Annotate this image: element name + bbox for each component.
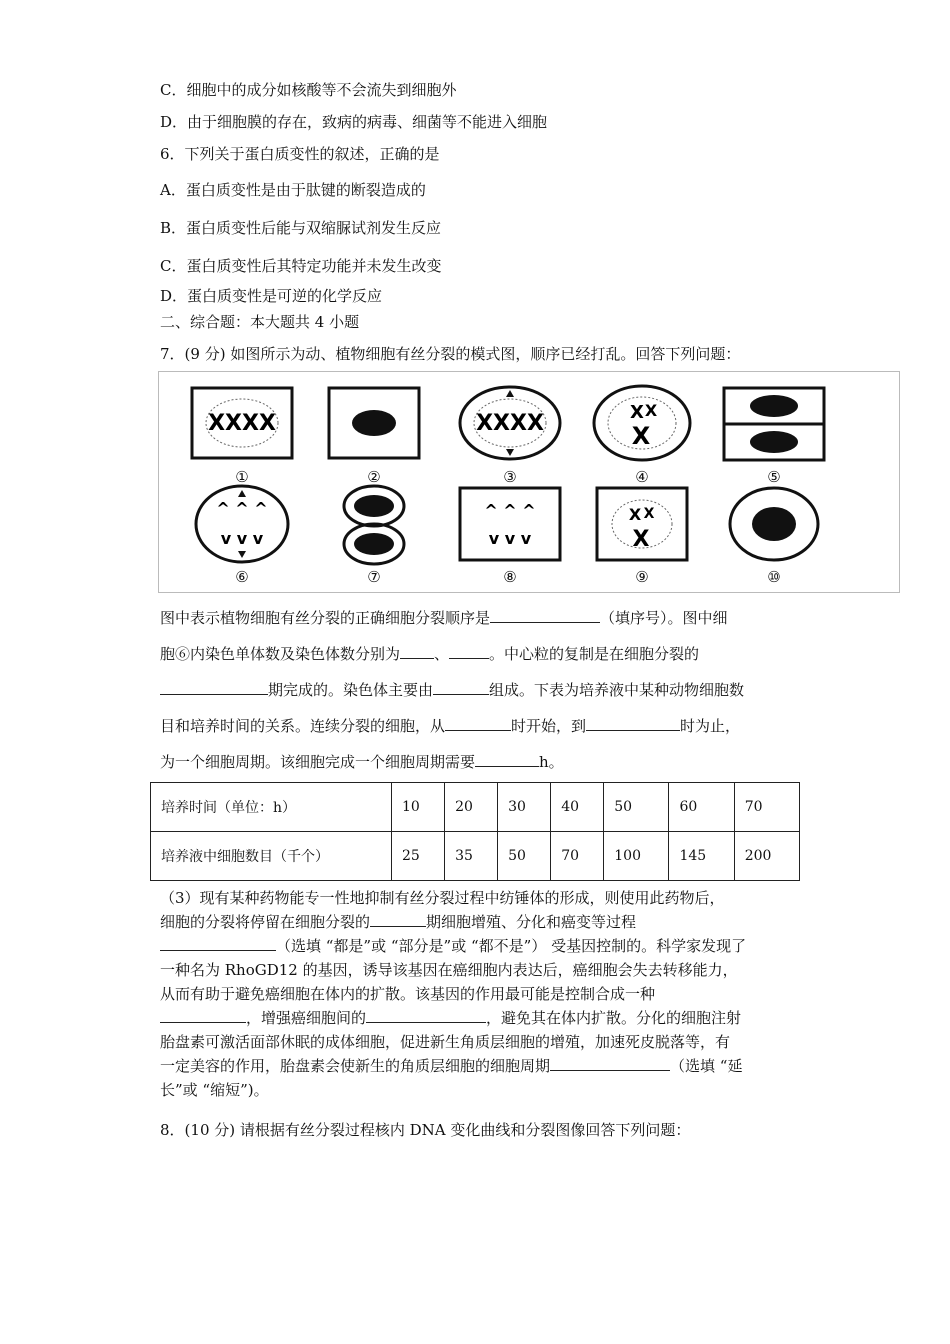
table-row xyxy=(151,832,800,881)
answer-blank[interactable] xyxy=(160,936,276,951)
table-cell: 30 xyxy=(498,783,551,832)
part3-line-1: （3）现有某种药物能专一性地抑制有丝分裂过程中纺锤体的形成，则使用此药物后， xyxy=(160,889,725,907)
svg-text:X: X xyxy=(644,401,658,420)
q6-option-a: A．蛋白质变性是由于肽键的断裂造成的 xyxy=(160,181,426,199)
svg-text:XXXX: XXXX xyxy=(208,411,276,436)
label-4: ④ xyxy=(635,468,649,486)
part3-line-3: （选填 “都是”或 “部分是”或 “都不是”） 受基因控制的。科学家发现了 xyxy=(160,934,800,958)
part3-line-2: 细胞的分裂将停留在细胞分裂的 期细胞增殖、分化和癌变等过程 xyxy=(160,913,637,931)
q7-line-5: 为一个细胞周期。该细胞完成一个细胞周期需要 h。 xyxy=(160,753,564,771)
cell-diagram-10 xyxy=(719,484,829,594)
svg-text:X: X xyxy=(630,402,644,423)
answer-blank[interactable] xyxy=(550,1056,670,1071)
svg-text:XXXX: XXXX xyxy=(476,411,544,436)
q7-line-2: 胞⑥内染色单体数及染色体数分别为 、 。中心粒的复制是在细胞分裂的 xyxy=(160,645,700,663)
table-cell: 20 xyxy=(445,783,498,832)
label-10: ⑩ xyxy=(767,568,781,586)
answer-blank[interactable] xyxy=(475,752,539,767)
label-9: ⑨ xyxy=(635,568,649,586)
svg-text:X: X xyxy=(631,422,651,450)
table-cell: 10 xyxy=(392,783,445,832)
cell-diagram-7 xyxy=(319,484,429,594)
question-7: 7．(9 分) 如图所示为动、植物细胞有丝分裂的模式图，顺序已经打乱。回答下列问题： xyxy=(160,345,741,363)
q6-option-c: C．蛋白质变性后其特定功能并未发生改变 xyxy=(160,257,442,275)
table-cell: 200 xyxy=(734,832,799,881)
cell-diagram-2 xyxy=(319,384,429,494)
svg-text:X: X xyxy=(628,505,642,524)
table-cell: 70 xyxy=(551,832,604,881)
svg-text:^ ^ ^: ^ ^ ^ xyxy=(484,501,536,520)
table-row xyxy=(151,783,800,832)
svg-text:^ ^ ^: ^ ^ ^ xyxy=(216,499,268,518)
question-8: 8．(10 分) 请根据有丝分裂过程核内 DNA 变化曲线和分裂图像回答下列问题： xyxy=(160,1121,691,1139)
label-1: ① xyxy=(235,468,249,486)
cell-diagram-3 xyxy=(455,384,565,494)
cell-diagram-4 xyxy=(587,384,697,494)
culture-data-table xyxy=(150,782,800,881)
label-6: ⑥ xyxy=(235,568,249,586)
question-6: 6．下列关于蛋白质变性的叙述，正确的是 xyxy=(160,145,440,163)
q7-line-4: 目和培养时间的关系。连续分裂的细胞，从 时开始，到 时为止， xyxy=(160,717,741,735)
svg-text:X: X xyxy=(632,527,650,552)
option-c-line: C．细胞中的成分如核酸等不会流失到细胞外 xyxy=(160,81,457,99)
answer-blank[interactable] xyxy=(449,644,489,659)
answer-blank[interactable] xyxy=(433,680,489,695)
label-2: ② xyxy=(367,468,381,486)
table-cell: 25 xyxy=(392,832,445,881)
label-7: ⑦ xyxy=(367,568,381,586)
answer-blank[interactable] xyxy=(445,716,511,731)
answer-blank[interactable] xyxy=(370,912,426,927)
part3-line-8: 一定美容的作用，胎盘素会使新生的角质层细胞的细胞周期 （选填 “延 xyxy=(160,1057,743,1075)
table-cell: 50 xyxy=(604,783,669,832)
q7-part-3 xyxy=(160,886,800,1102)
part3-line-6: ，增强癌细胞间的 ，避免其在体内扩散。分化的细胞注射 xyxy=(160,1006,800,1030)
answer-blank[interactable] xyxy=(400,644,434,659)
table-cell: 60 xyxy=(669,783,734,832)
q7-line-3: 期完成的。染色体主要由 组成。下表为培养液中某种动物细胞数 xyxy=(160,672,800,708)
table-cell: 40 xyxy=(551,783,604,832)
part3-line-5: 从而有助于避免癌细胞在体内的扩散。该基因的作用最可能是控制合成一种 xyxy=(160,985,656,1003)
cell-diagram-6 xyxy=(187,484,297,594)
row-header: 培养液中细胞数目（千个） xyxy=(151,832,392,881)
part3-line-7: 胎盘素可激活面部休眠的成体细胞，促进新生角质层细胞的增殖，加速死皮脱落等，有 xyxy=(160,1033,731,1051)
part3-line-9: 长”或 “缩短”)。 xyxy=(160,1081,269,1099)
cell-diagram-5 xyxy=(719,384,829,494)
answer-blank[interactable] xyxy=(366,1008,486,1023)
svg-text:X: X xyxy=(643,506,655,522)
cell-diagram-8 xyxy=(455,484,565,594)
table-cell: 50 xyxy=(498,832,551,881)
answer-blank[interactable] xyxy=(160,1008,246,1023)
q7-line-1: 图中表示植物细胞有丝分裂的正确细胞分裂顺序是 （填序号）。图中细 xyxy=(160,609,728,627)
label-8: ⑧ xyxy=(503,568,517,586)
mitosis-figure xyxy=(158,371,900,593)
table-cell: 35 xyxy=(445,832,498,881)
q7-paragraph xyxy=(160,600,800,780)
cell-diagram-1 xyxy=(187,384,297,494)
q6-option-b: B．蛋白质变性后能与双缩脲试剂发生反应 xyxy=(160,219,442,237)
table-cell: 145 xyxy=(669,832,734,881)
option-d-line: D．由于细胞膜的存在，致病的病毒、细菌等不能进入细胞 xyxy=(160,113,548,131)
cell-diagram-9 xyxy=(587,484,697,594)
table-cell: 70 xyxy=(734,783,799,832)
svg-text:v v v: v v v xyxy=(220,529,264,548)
label-5: ⑤ xyxy=(767,468,781,486)
answer-blank[interactable] xyxy=(586,716,680,731)
row-header: 培养时间（单位：h） xyxy=(151,783,392,832)
answer-blank[interactable] xyxy=(160,680,268,695)
answer-blank[interactable] xyxy=(490,608,600,623)
part3-line-4: 一种名为 RhoGD12 的基因，诱导该基因在癌细胞内表达后，癌细胞会失去转移能力， xyxy=(160,961,738,979)
svg-text:v v v: v v v xyxy=(488,529,532,548)
label-3: ③ xyxy=(503,468,517,486)
table-cell: 100 xyxy=(604,832,669,881)
section-2-heading: 二、综合题：本大题共 4 小题 xyxy=(160,313,360,331)
q6-option-d: D．蛋白质变性是可逆的化学反应 xyxy=(160,287,383,305)
